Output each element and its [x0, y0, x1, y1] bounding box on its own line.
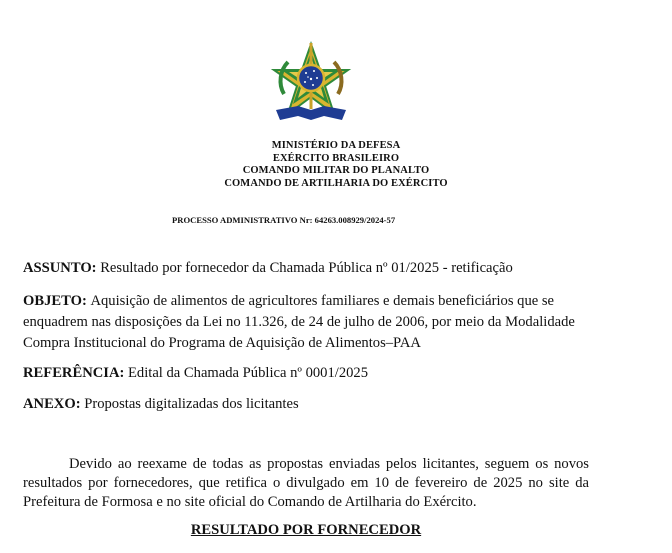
- assunto-field: [23, 258, 593, 279]
- assunto-value: Resultado por fornecedor da Chamada Pública nº 01/2025 - retificação: [100, 260, 513, 276]
- header-line-comando-militar: COMANDO MILITAR DO PLANALTO: [242, 165, 430, 176]
- referencia-label: REFERÊNCIA:: [23, 365, 128, 381]
- body-paragraph-text: Devido ao reexame de todas as propostas enviadas pelos licitantes, seguem os novos resultados por fornecedores, que retifica o divulgado em 10 de fevereiro de 2025 no site da Prefeitura de Formosa e no site oficial do Comando de Artilharia do Exército.: [23, 456, 589, 510]
- header-block: [0, 140, 672, 190]
- header-line-ministerio: MINISTÉRIO DA DEFESA: [271, 140, 401, 151]
- anexo-label: ANEXO:: [23, 396, 85, 412]
- header-line-exercito: EXÉRCITO BRASILEIRO: [272, 152, 400, 164]
- assunto-label: ASSUNTO:: [23, 260, 101, 276]
- referencia-value: Edital da Chamada Pública nº 0001/2025: [128, 365, 369, 381]
- header-line-comando-artilharia: COMANDO DE ARTILHARIA DO EXÉRCITO: [224, 177, 448, 189]
- anexo-value: Propostas digitalizadas dos licitantes: [84, 396, 299, 412]
- objeto-label: OBJETO:: [23, 293, 91, 309]
- referencia-field: [23, 363, 593, 384]
- coat-of-arms-icon: [268, 40, 354, 126]
- anexo-field: [23, 394, 593, 415]
- objeto-field: [23, 291, 589, 354]
- body-paragraph: [23, 455, 589, 512]
- processo-number: PROCESSO ADMINISTRATIVO Nr: 64263.008929/2024-57: [172, 215, 396, 225]
- objeto-value: Aquisição de alimentos de agricultores familiares e demais beneficiários que se enquadrem nas disposições da Lei no 11.326, de 24 de julho de 2006, por meio da Modalidade Compra Institucional do Programa de Aquisição de Alimentos–PAA: [23, 293, 575, 351]
- result-section-title: RESULTADO POR FORNECEDOR: [190, 522, 422, 538]
